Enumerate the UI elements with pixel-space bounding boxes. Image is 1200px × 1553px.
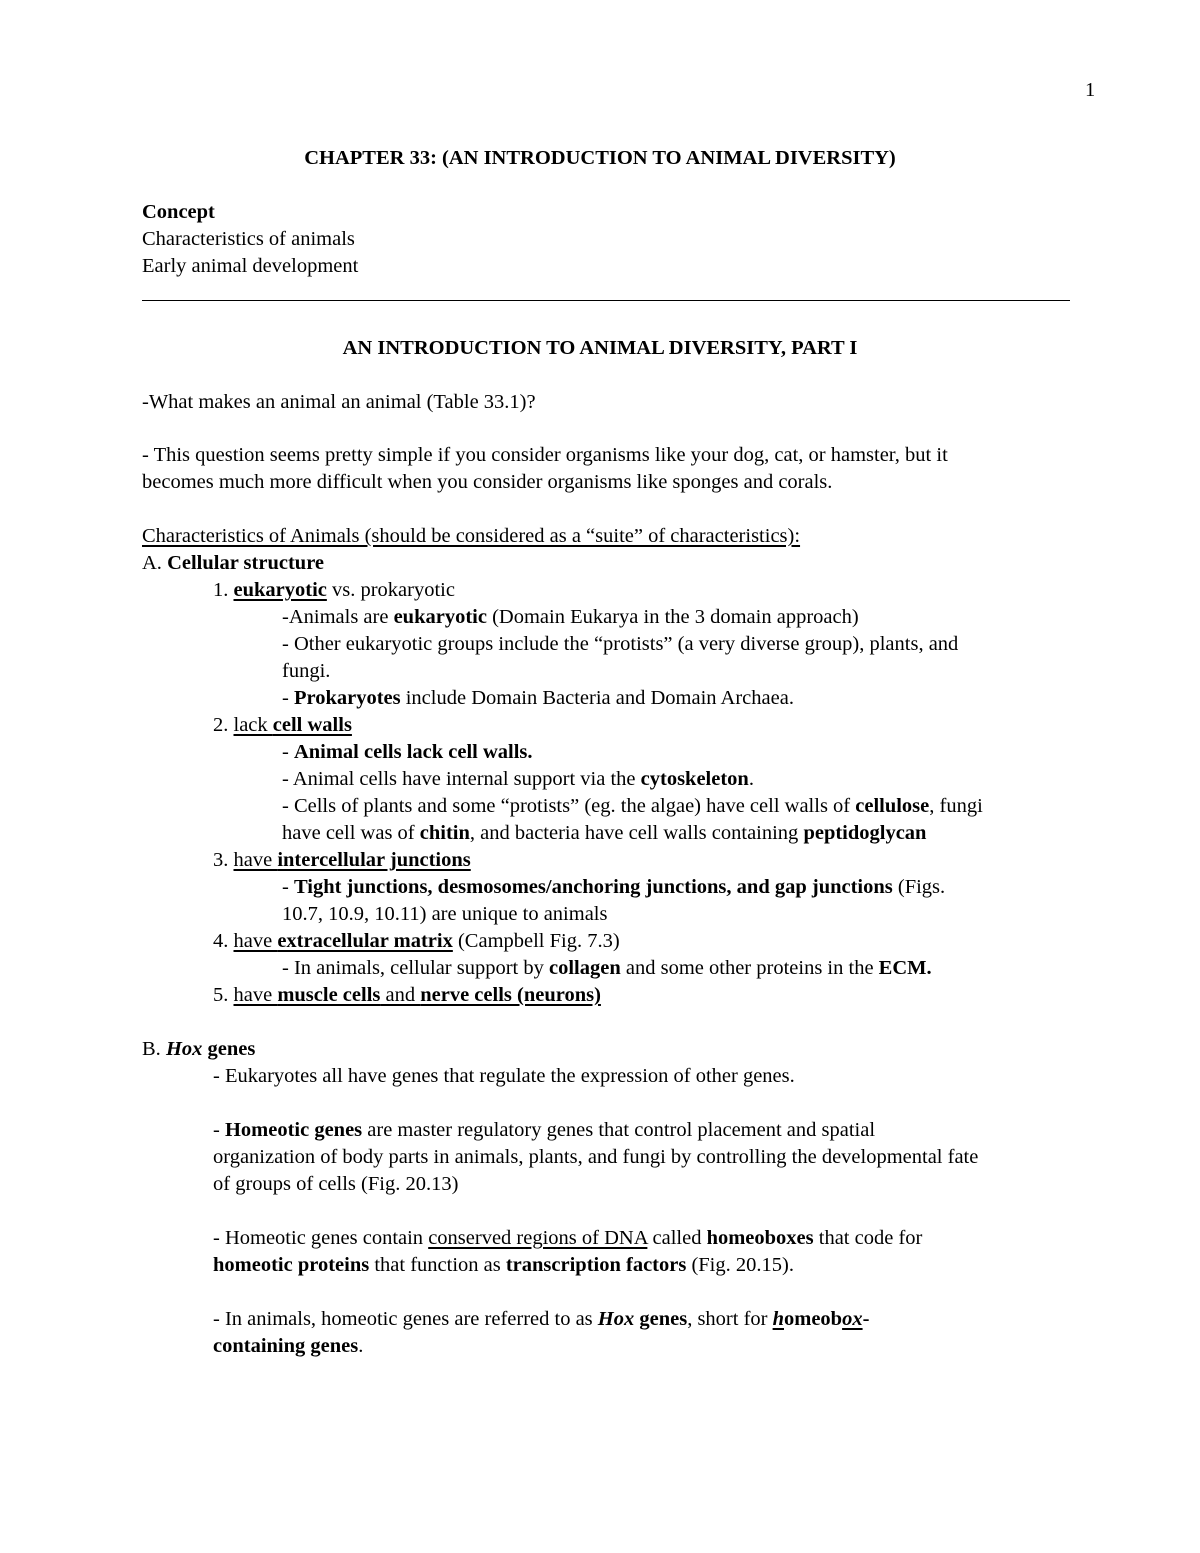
section-b-heading: B. Hox genes [142, 1038, 256, 1060]
item-5: 5. have muscle cells and nerve cells (neurons) [213, 984, 601, 1006]
item-2-sub: have cell was of chitin, and bacteria have cell walls containing peptidoglycan [282, 822, 927, 844]
chapter-title: CHAPTER 33: (AN INTRODUCTION TO ANIMAL DIVERSITY) [304, 147, 896, 169]
characteristics-heading: Characteristics of Animals (should be considered as a “suite” of characteristics): [142, 525, 801, 547]
section-b-paragraph: homeotic proteins that function as transcription factors (Fig. 20.15). [213, 1254, 794, 1276]
item-2-sub: - Cells of plants and some “protists” (eg. the algae) have cell walls of cellulose, fungi [282, 795, 983, 817]
part-title: AN INTRODUCTION TO ANIMAL DIVERSITY, PART I [342, 337, 858, 359]
item-2: 2. lack cell walls [213, 714, 352, 736]
item-3-sub: 10.7, 10.9, 10.11) are unique to animals [282, 903, 608, 925]
horizontal-rule [142, 300, 1070, 301]
item-4-sub: - In animals, cellular support by collagen and some other proteins in the ECM. [282, 957, 932, 979]
item-3: 3. have intercellular junctions [213, 849, 471, 871]
intro-paragraph-line: - This question seems pretty simple if you consider organisms like your dog, cat, or hamster, but it [142, 444, 948, 466]
item-1-sub: -Animals are eukaryotic (Domain Eukarya in the 3 domain approach) [282, 606, 859, 628]
item-2-sub: - Animal cells have internal support via the cytoskeleton. [282, 768, 754, 790]
item-4: 4. have extracellular matrix (Campbell Fig. 7.3) [213, 930, 620, 952]
concept-item: Early animal development [142, 255, 359, 277]
intro-paragraph-line: becomes much more difficult when you consider organisms like sponges and corals. [142, 471, 833, 493]
section-a-heading: A. Cellular structure [142, 552, 325, 574]
page-number: 1 [1085, 79, 1096, 101]
intro-question: -What makes an animal an animal (Table 33.1)? [142, 391, 536, 413]
item-1-sub: - Other eukaryotic groups include the “protists” (a very diverse group), plants, and [282, 633, 959, 655]
section-b-paragraph: containing genes. [213, 1335, 364, 1357]
section-b-paragraph: - Homeotic genes contain conserved regions of DNA called homeoboxes that code for [213, 1227, 923, 1249]
item-1: 1. eukaryotic vs. prokaryotic [213, 579, 455, 601]
concept-item: Characteristics of animals [142, 228, 355, 250]
section-b-paragraph: of groups of cells (Fig. 20.13) [213, 1173, 459, 1195]
section-b-paragraph: - Homeotic genes are master regulatory genes that control placement and spatial [213, 1119, 876, 1141]
section-b-paragraph: - Eukaryotes all have genes that regulate the expression of other genes. [213, 1065, 795, 1087]
concept-heading: Concept [142, 201, 215, 223]
item-3-sub: - Tight junctions, desmosomes/anchoring junctions, and gap junctions (Figs. [282, 876, 946, 898]
section-b-paragraph: organization of body parts in animals, plants, and fungi by controlling the developmental fate [213, 1146, 979, 1168]
item-1-sub: fungi. [282, 660, 331, 682]
section-b-paragraph: - In animals, homeotic genes are referred to as Hox genes, short for homeobox- [213, 1308, 870, 1330]
item-1-sub: - Prokaryotes include Domain Bacteria and Domain Archaea. [282, 687, 794, 709]
item-2-sub: - Animal cells lack cell walls. [282, 741, 533, 763]
